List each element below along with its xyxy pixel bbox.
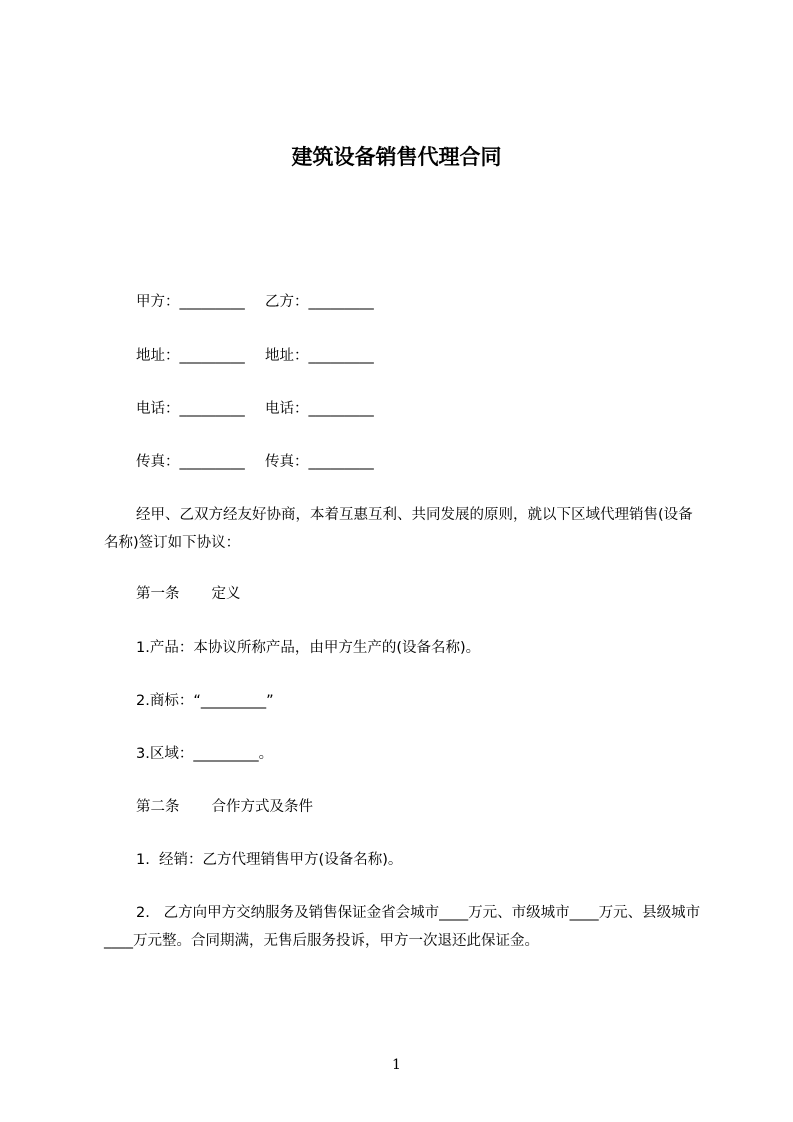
article-1-heading [136, 584, 241, 604]
article-1-clause-3: 3.区域：_________。 [136, 746, 274, 762]
article-1-number: 第一条 [136, 586, 180, 602]
article-2-title: 合作方式及条件 [211, 799, 313, 815]
party-a-name-line: 甲方：_________ [136, 294, 245, 310]
party-b-address-line: 地址：_________ [265, 348, 374, 364]
article-2-heading [136, 797, 313, 817]
party-a-address-line: 地址：_________ [136, 348, 245, 364]
party-a-fax-line: 传真：_________ [136, 454, 245, 470]
party-b-fax-line: 传真：_________ [265, 454, 374, 470]
page-number: 1 [392, 1057, 401, 1073]
article-1-title: 定义 [211, 586, 241, 602]
party-b-phone-line: 电话：_________ [265, 401, 374, 417]
article-2-number: 第二条 [136, 799, 180, 815]
party-b-name-line: 乙方：_________ [265, 294, 374, 310]
article-2-clause-2: 2. 乙方向甲方交纳服务及销售保证金省会城市____万元、市级城市____万元、县级城市____万元整。合同期满，无售后服务投诉，甲方一次退还此保证金。 [104, 905, 701, 949]
document-title: 建筑设备销售代理合同 [291, 145, 502, 169]
article-1-clause-1: 1.产品：本协议所称产品，由甲方生产的(设备名称)。 [136, 640, 481, 656]
article-1-clause-2: 2.商标：“_________” [136, 693, 274, 709]
preamble-paragraph: 经甲、乙双方经友好协商，本着互惠互利、共同发展的原则，就以下区域代理销售(设备名称)签订如下协议： [104, 507, 693, 551]
party-a-phone-line: 电话：_________ [136, 401, 245, 417]
article-2-clause-1: 1. 经销：乙方代理销售甲方(设备名称)。 [136, 852, 403, 868]
